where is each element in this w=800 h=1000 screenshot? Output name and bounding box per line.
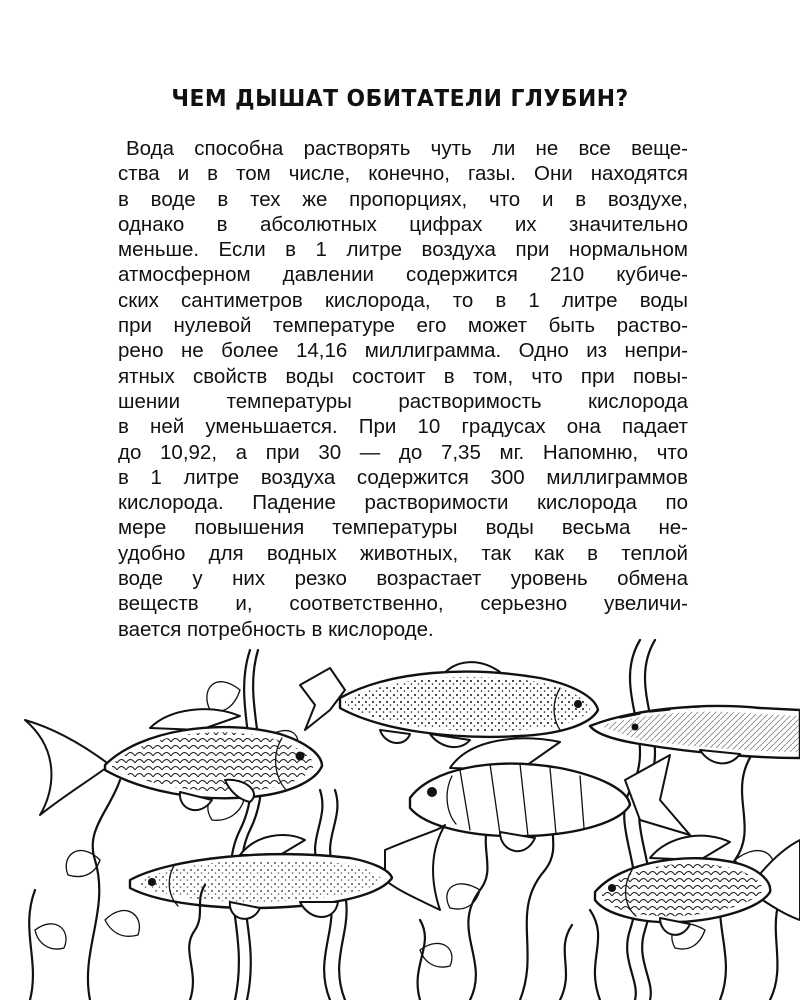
paragraph-line: однако в абсолютных цифрах их значительно xyxy=(118,212,688,236)
paragraph-line: вается потребность в кислороде. xyxy=(118,617,434,641)
fish-eye xyxy=(296,752,305,761)
fish-illustration-svg xyxy=(0,630,800,1000)
paragraph-line: шении температуры растворимость кислорода xyxy=(118,389,688,413)
paragraph-line: мере повышения температуры воды весьма не- xyxy=(118,516,688,540)
fish-eye xyxy=(632,724,639,731)
seaweed-leaf xyxy=(207,682,240,712)
fish-carp xyxy=(595,836,800,935)
paragraph-line: атмосферном давлении содержится 210 кубиче- xyxy=(118,263,688,287)
paragraph-line: воде у них резко возрастает уровень обмена xyxy=(118,567,688,591)
paragraph-line: в воде в тех же пропорциях, что и в воздухе, xyxy=(118,187,688,211)
fish-perch xyxy=(410,738,690,851)
seaweed-stalk xyxy=(88,780,120,1000)
paragraph-line: при нулевой температуре его может быть раство- xyxy=(118,314,688,338)
seaweed-stalk xyxy=(560,925,572,1000)
seaweed-leaf xyxy=(35,924,66,949)
fish-eye xyxy=(608,884,616,892)
fish-tail xyxy=(385,825,445,910)
paragraph-line: в 1 литре воздуха содержится 300 миллиграммов xyxy=(118,465,688,489)
seaweed-stalk xyxy=(418,920,425,1000)
paragraph-line: ства и в том числе, конечно, газы. Они находятся xyxy=(118,162,688,186)
fish-eye xyxy=(574,700,582,708)
fish-tail xyxy=(25,720,110,815)
fish-fin xyxy=(650,836,730,860)
fish-sturgeon xyxy=(590,706,800,763)
fish-illustration xyxy=(0,630,800,1000)
paragraph-line: ских сантиметров кислорода, то в 1 литре воды xyxy=(118,288,688,312)
fish-eye xyxy=(427,787,437,797)
paragraph-line: удобно для водных животных, так как в теплой xyxy=(118,541,688,565)
paragraph-line: в ней уменьшается. При 10 градусах она падает xyxy=(118,415,688,439)
paragraph-line: Вода способна растворять чуть ли не все веще- xyxy=(126,137,688,160)
fish-fin xyxy=(240,835,305,855)
fish-roach xyxy=(25,709,322,815)
paragraph-line: кислорода. Падение растворимости кислорода по xyxy=(118,491,688,515)
seaweed-stalk xyxy=(29,890,35,1000)
body-paragraph xyxy=(118,136,688,642)
paragraph-line: рено не более 14,16 миллиграмма. Одно из непри- xyxy=(118,339,688,363)
seaweed-leaf xyxy=(420,943,452,967)
paragraph-line: меньше. Если в 1 литре воздуха при нормальном xyxy=(118,238,688,262)
seaweed-stalk xyxy=(624,640,640,1000)
fish-trout xyxy=(300,662,598,747)
fish-tail xyxy=(300,668,345,730)
page-title: ЧЕМ ДЫШАТ ОБИТАТЕЛИ ГЛУБИН? xyxy=(171,86,629,112)
paragraph-line: ятных свойств воды состоит в том, что при повы- xyxy=(118,364,688,388)
fish-tail xyxy=(625,755,690,835)
fish-fin xyxy=(380,730,410,743)
paragraph-line: веществ и, соответственно, серьезно увеличи- xyxy=(118,592,688,616)
paragraph-line: до 10,92, а при 30 — до 7,35 мг. Напомню, что xyxy=(118,440,688,464)
seaweed-leaf xyxy=(105,911,139,937)
seaweed-stalk xyxy=(590,910,600,1000)
fish-eye xyxy=(148,878,156,886)
fish-bream xyxy=(130,825,445,919)
